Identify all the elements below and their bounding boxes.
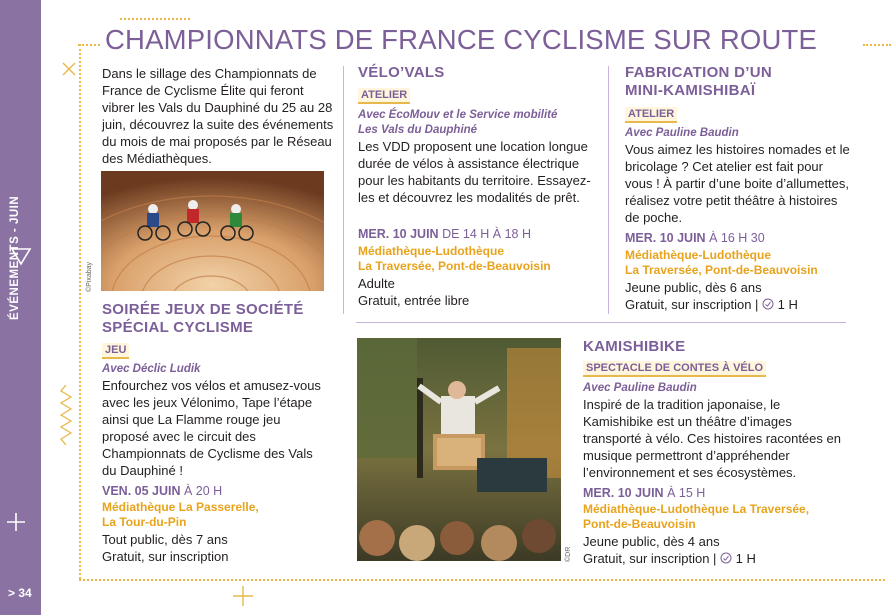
photo-credit: ©DR bbox=[565, 546, 572, 562]
cross-icon bbox=[62, 62, 76, 76]
dotted-divider bbox=[79, 579, 885, 581]
event-date-day: MER. 10 JUIN bbox=[358, 227, 439, 241]
event-description: Enfourchez vos vélos et amusez-vous avec les jeux Vélonimo, Tape l’étape ainsi que La Flamme rouge jeu proposé avec le circuit des Championnats de Cyclisme des Vals du Dauphiné ! bbox=[102, 378, 321, 478]
event-place-line: Médiathèque-Ludothèque bbox=[625, 248, 771, 262]
event-info bbox=[358, 275, 469, 309]
event-organizer: Avec Pauline Baudin bbox=[583, 382, 697, 394]
event-price-row bbox=[625, 296, 798, 313]
zigzag-icon bbox=[60, 385, 72, 445]
triangle-down-icon bbox=[10, 245, 32, 267]
photo-credit: ©Pixabay bbox=[86, 261, 93, 292]
event-place-line: Pont-de-Beauvoisin bbox=[583, 517, 696, 531]
cyclists-photo bbox=[101, 171, 324, 291]
section-label-text: ÉVÉNEMENTS - JUIN bbox=[9, 195, 21, 320]
event-place-line: Médiathèque-Ludothèque bbox=[358, 244, 504, 258]
event-info bbox=[625, 279, 798, 313]
event-duration: 1 H bbox=[777, 297, 798, 312]
event-title-line: SPÉCIAL CYCLISME bbox=[102, 319, 254, 336]
event-price: Gratuit, sur inscription bbox=[102, 549, 229, 564]
event-date bbox=[625, 230, 765, 246]
event-organizer-line: Les Vals du Dauphiné bbox=[358, 124, 478, 136]
event-description: Les VDD proposent une location longue durée de vélos à assistance électrique pour les habitants du territoire. Essayez-les et découvrez les modalités de prêt. bbox=[358, 139, 591, 205]
event-place-line: La Tour-du-Pin bbox=[102, 515, 187, 529]
event-organizer bbox=[358, 108, 557, 138]
event-description: Inspiré de la tradition japonaise, le Kamishibike est un théâtre d’images transporté à vélo. Ces histoires racontées en musique permettront d’appréhender l’environnement et ses écosystèmes. bbox=[583, 397, 841, 480]
event-place-line: La Traversée, Pont-de-Beauvoisin bbox=[358, 259, 551, 273]
intro-text: Dans le sillage des Championnats de France de Cyclisme Élite qui feront vibrer les Vals du Dauphiné du 25 au 28 juin, découvrez la suite des événements du mois de mai proposés par le Réseau des Médiathèques. bbox=[102, 66, 334, 166]
event-duration: 1 H bbox=[735, 551, 756, 566]
event-info bbox=[102, 531, 228, 565]
clock-icon bbox=[762, 298, 774, 310]
event-title-line: FABRICATION D’UN bbox=[625, 64, 773, 81]
event-price-row bbox=[583, 550, 756, 567]
event-date-time: À 20 H bbox=[180, 484, 223, 498]
clock-icon bbox=[720, 552, 732, 564]
event-date bbox=[358, 226, 531, 242]
event-title-kamishibike: KAMISHIBIKE bbox=[583, 338, 686, 355]
event-info bbox=[583, 533, 756, 567]
event-tag: JEU bbox=[102, 343, 129, 359]
event-title-velovals: VÉLO’VALS bbox=[358, 64, 445, 81]
dotted-divider bbox=[79, 44, 81, 579]
page-title: CHAMPIONNATS DE FRANCE CYCLISME SUR ROUTE bbox=[105, 24, 818, 55]
event-date-day: MER. 10 JUIN bbox=[625, 231, 706, 245]
event-title-kamishibai bbox=[625, 64, 772, 100]
dotted-divider bbox=[863, 44, 891, 46]
event-place bbox=[358, 244, 551, 274]
column-divider bbox=[343, 66, 344, 314]
event-tag: SPECTACLE DE CONTES À VÉLO bbox=[583, 361, 766, 377]
event-date-day: MER. 10 JUIN bbox=[583, 486, 664, 500]
sidebar bbox=[0, 0, 41, 615]
event-tag: ATELIER bbox=[625, 107, 677, 123]
event-organizer-line: Avec ÉcoMouv et le Service mobilité bbox=[358, 109, 558, 121]
dotted-divider bbox=[120, 18, 190, 20]
event-audience: Jeune public, dès 4 ans bbox=[583, 534, 720, 549]
event-place-line: Médiathèque La Passerelle, bbox=[102, 500, 259, 514]
column-divider bbox=[608, 66, 609, 314]
event-title-jeux bbox=[102, 301, 342, 337]
event-place bbox=[102, 500, 259, 530]
dotted-divider bbox=[78, 44, 100, 46]
section-label bbox=[5, 160, 35, 320]
event-place bbox=[583, 502, 809, 532]
page-number: > 34 bbox=[8, 586, 32, 600]
event-date-time: À 16 H 30 bbox=[705, 231, 765, 245]
event-title-line: MINI-KAMISHIBAÏ bbox=[625, 82, 756, 99]
event-date bbox=[102, 483, 222, 499]
event-description: Vous aimez les histoires nomades et le bricolage ? Cet atelier est fait pour vous ! À partir d’une boite d’allumettes, réalisez votre petit théâtre à histoires de poche. bbox=[625, 142, 850, 225]
event-place bbox=[625, 248, 818, 278]
event-date-day: VEN. 05 JUIN bbox=[102, 484, 181, 498]
event-price: Gratuit, entrée libre bbox=[358, 293, 470, 308]
event-price: Gratuit, sur inscription | bbox=[625, 297, 759, 312]
event-tag: ATELIER bbox=[358, 88, 410, 104]
event-date-time: DE 14 H À 18 H bbox=[438, 227, 531, 241]
event-place-line: Médiathèque-Ludothèque La Traversée, bbox=[583, 502, 810, 516]
event-title-line: SOIRÉE JEUX DE SOCIÉTÉ bbox=[102, 301, 304, 318]
plus-icon bbox=[6, 512, 26, 532]
plus-icon bbox=[232, 585, 254, 607]
event-price: Gratuit, sur inscription | bbox=[583, 551, 717, 566]
kamishibike-photo bbox=[357, 338, 561, 561]
event-audience: Adulte bbox=[358, 276, 395, 291]
event-audience: Tout public, dès 7 ans bbox=[102, 532, 228, 547]
event-audience: Jeune public, dès 6 ans bbox=[625, 280, 762, 295]
event-date-time: À 15 H bbox=[663, 486, 706, 500]
event-place-line: La Traversée, Pont-de-Beauvoisin bbox=[625, 263, 818, 277]
event-organizer: Avec Déclic Ludik bbox=[102, 363, 201, 375]
event-date bbox=[583, 485, 705, 501]
event-organizer: Avec Pauline Baudin bbox=[625, 127, 739, 139]
row-divider bbox=[356, 322, 846, 323]
